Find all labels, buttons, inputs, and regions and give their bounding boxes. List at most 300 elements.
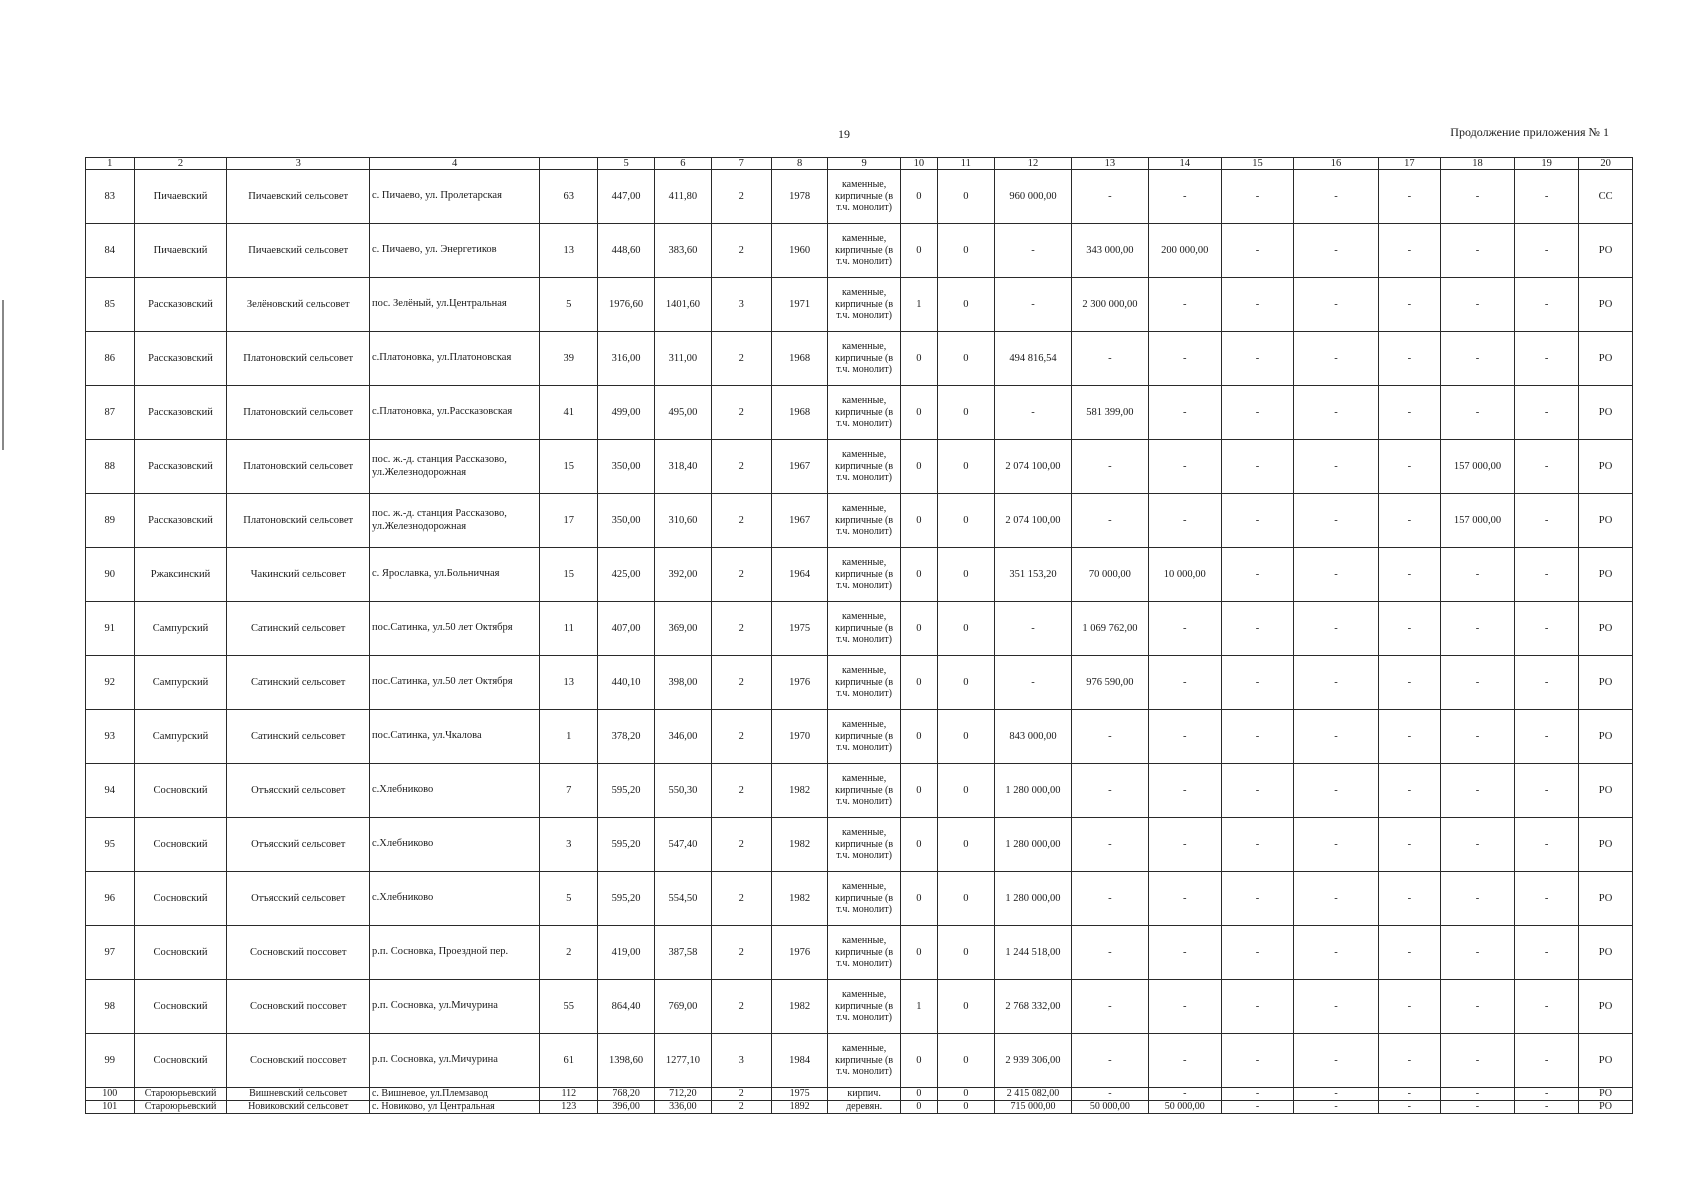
cell-col-13: 2 074 100,00 <box>994 494 1071 548</box>
cell-col-14: 1 069 762,00 <box>1072 602 1148 656</box>
cell-col-12: 0 <box>937 386 994 440</box>
cell-col-9: 1984 <box>771 1034 828 1088</box>
cell-col-5: 1 <box>540 710 598 764</box>
cell-col-4: с. Ярославка, ул.Больничная <box>369 548 539 602</box>
cell-col-17: - <box>1294 494 1379 548</box>
table-row <box>86 1034 1633 1088</box>
cell-col-19: - <box>1440 818 1514 872</box>
cell-col-6: 448,60 <box>598 224 655 278</box>
cell-col-7: 336,00 <box>654 1101 711 1114</box>
cell-col-6: 447,00 <box>598 170 655 224</box>
cell-col-8: 2 <box>711 548 771 602</box>
cell-col-6: 396,00 <box>598 1101 655 1114</box>
column-number-9: 8 <box>771 158 828 170</box>
cell-col-5: 63 <box>540 170 598 224</box>
cell-col-12: 0 <box>937 818 994 872</box>
cell-col-8: 2 <box>711 332 771 386</box>
cell-col-4: с.Хлебниково <box>369 872 539 926</box>
cell-col-19: - <box>1440 278 1514 332</box>
cell-col-4: р.п. Сосновка, Проездной пер. <box>369 926 539 980</box>
cell-col-4: пос. Зелёный, ул.Центральная <box>369 278 539 332</box>
column-number-17: 16 <box>1294 158 1379 170</box>
cell-col-8: 2 <box>711 602 771 656</box>
cell-col-1: 88 <box>86 440 135 494</box>
cell-col-4: с. Вишневое, ул.Племзавод <box>369 1088 539 1101</box>
cell-col-10: кирпич. <box>828 1088 900 1101</box>
cell-col-19: - <box>1440 332 1514 386</box>
cell-col-8: 2 <box>711 1101 771 1114</box>
cell-col-21: РО <box>1579 926 1633 980</box>
cell-col-7: 712,20 <box>654 1088 711 1101</box>
cell-col-3: Отъясский сельсовет <box>227 764 370 818</box>
cell-col-1: 96 <box>86 872 135 926</box>
cell-col-20: - <box>1515 602 1579 656</box>
cell-col-18: - <box>1378 656 1440 710</box>
cell-col-4: пос.Сатинка, ул.50 лет Октября <box>369 656 539 710</box>
cell-col-19: - <box>1440 224 1514 278</box>
cell-col-2: Ржаксинский <box>134 548 227 602</box>
cell-col-9: 1982 <box>771 818 828 872</box>
cell-col-4: с. Пичаево, ул. Энергетиков <box>369 224 539 278</box>
cell-col-17: - <box>1294 332 1379 386</box>
cell-col-20: - <box>1515 872 1579 926</box>
cell-col-1: 84 <box>86 224 135 278</box>
table-row <box>86 926 1633 980</box>
cell-col-16: - <box>1221 1034 1293 1088</box>
cell-col-17: - <box>1294 170 1379 224</box>
cell-col-19: - <box>1440 170 1514 224</box>
cell-col-20: - <box>1515 710 1579 764</box>
column-number-19: 18 <box>1440 158 1514 170</box>
cell-col-21: РО <box>1579 1034 1633 1088</box>
cell-col-18: - <box>1378 926 1440 980</box>
cell-col-10: каменные, кирпичные (в т.ч. монолит) <box>828 926 900 980</box>
cell-col-7: 346,00 <box>654 710 711 764</box>
cell-col-16: - <box>1221 386 1293 440</box>
cell-col-1: 83 <box>86 170 135 224</box>
cell-col-21: РО <box>1579 602 1633 656</box>
column-number-1: 1 <box>86 158 135 170</box>
cell-col-13: 2 415 082,00 <box>994 1088 1071 1101</box>
cell-col-21: РО <box>1579 332 1633 386</box>
cell-col-6: 768,20 <box>598 1088 655 1101</box>
cell-col-9: 1982 <box>771 980 828 1034</box>
cell-col-9: 1892 <box>771 1101 828 1114</box>
cell-col-20: - <box>1515 386 1579 440</box>
cell-col-20: - <box>1515 1034 1579 1088</box>
cell-col-4: с.Платоновка, ул.Рассказовская <box>369 386 539 440</box>
cell-col-17: - <box>1294 872 1379 926</box>
cell-col-1: 92 <box>86 656 135 710</box>
cell-col-11: 0 <box>900 818 937 872</box>
cell-col-19: - <box>1440 1101 1514 1114</box>
cell-col-19: - <box>1440 980 1514 1034</box>
cell-col-14: - <box>1072 332 1148 386</box>
cell-col-17: - <box>1294 278 1379 332</box>
cell-col-16: - <box>1221 926 1293 980</box>
cell-col-3: Платоновский сельсовет <box>227 494 370 548</box>
cell-col-15: - <box>1148 1088 1221 1101</box>
cell-col-7: 550,30 <box>654 764 711 818</box>
cell-col-13: - <box>994 224 1071 278</box>
cell-col-6: 407,00 <box>598 602 655 656</box>
column-number-2: 2 <box>134 158 227 170</box>
cell-col-17: - <box>1294 224 1379 278</box>
cell-col-2: Рассказовский <box>134 440 227 494</box>
cell-col-13: 2 074 100,00 <box>994 440 1071 494</box>
cell-col-3: Пичаевский сельсовет <box>227 170 370 224</box>
cell-col-6: 378,20 <box>598 710 655 764</box>
cell-col-5: 2 <box>540 926 598 980</box>
cell-col-15: - <box>1148 494 1221 548</box>
cell-col-12: 0 <box>937 278 994 332</box>
cell-col-1: 99 <box>86 1034 135 1088</box>
housing-register-table <box>85 157 1633 1114</box>
cell-col-17: - <box>1294 1101 1379 1114</box>
cell-col-16: - <box>1221 764 1293 818</box>
table-row <box>86 818 1633 872</box>
cell-col-12: 0 <box>937 656 994 710</box>
cell-col-15: - <box>1148 818 1221 872</box>
cell-col-15: - <box>1148 926 1221 980</box>
cell-col-10: каменные, кирпичные (в т.ч. монолит) <box>828 548 900 602</box>
cell-col-11: 0 <box>900 170 937 224</box>
cell-col-17: - <box>1294 926 1379 980</box>
table-row <box>86 1088 1633 1101</box>
column-number-8: 7 <box>711 158 771 170</box>
cell-col-16: - <box>1221 170 1293 224</box>
cell-col-12: 0 <box>937 602 994 656</box>
cell-col-16: - <box>1221 818 1293 872</box>
cell-col-20: - <box>1515 278 1579 332</box>
cell-col-11: 0 <box>900 926 937 980</box>
cell-col-19: 157 000,00 <box>1440 440 1514 494</box>
cell-col-3: Платоновский сельсовет <box>227 332 370 386</box>
cell-col-18: - <box>1378 332 1440 386</box>
cell-col-20: - <box>1515 980 1579 1034</box>
cell-col-19: - <box>1440 602 1514 656</box>
cell-col-19: - <box>1440 710 1514 764</box>
cell-col-1: 95 <box>86 818 135 872</box>
cell-col-20: - <box>1515 170 1579 224</box>
cell-col-21: РО <box>1579 224 1633 278</box>
cell-col-3: Платоновский сельсовет <box>227 440 370 494</box>
cell-col-15: - <box>1148 656 1221 710</box>
cell-col-18: - <box>1378 872 1440 926</box>
cell-col-8: 2 <box>711 440 771 494</box>
cell-col-13: 1 280 000,00 <box>994 764 1071 818</box>
cell-col-1: 97 <box>86 926 135 980</box>
cell-col-6: 350,00 <box>598 440 655 494</box>
cell-col-10: каменные, кирпичные (в т.ч. монолит) <box>828 710 900 764</box>
cell-col-13: 843 000,00 <box>994 710 1071 764</box>
cell-col-5: 11 <box>540 602 598 656</box>
cell-col-9: 1968 <box>771 386 828 440</box>
cell-col-3: Сосновский поссовет <box>227 926 370 980</box>
table-row <box>86 224 1633 278</box>
cell-col-7: 554,50 <box>654 872 711 926</box>
cell-col-6: 419,00 <box>598 926 655 980</box>
cell-col-13: 1 280 000,00 <box>994 872 1071 926</box>
cell-col-11: 0 <box>900 332 937 386</box>
cell-col-1: 91 <box>86 602 135 656</box>
cell-col-14: - <box>1072 872 1148 926</box>
cell-col-14: 976 590,00 <box>1072 656 1148 710</box>
cell-col-7: 495,00 <box>654 386 711 440</box>
cell-col-9: 1964 <box>771 548 828 602</box>
cell-col-11: 0 <box>900 1088 937 1101</box>
cell-col-10: каменные, кирпичные (в т.ч. монолит) <box>828 656 900 710</box>
cell-col-20: - <box>1515 224 1579 278</box>
cell-col-11: 0 <box>900 224 937 278</box>
cell-col-18: - <box>1378 494 1440 548</box>
cell-col-12: 0 <box>937 224 994 278</box>
cell-col-13: 715 000,00 <box>994 1101 1071 1114</box>
cell-col-16: - <box>1221 872 1293 926</box>
cell-col-10: каменные, кирпичные (в т.ч. монолит) <box>828 818 900 872</box>
cell-col-18: - <box>1378 440 1440 494</box>
cell-col-5: 41 <box>540 386 598 440</box>
cell-col-19: - <box>1440 764 1514 818</box>
cell-col-8: 2 <box>711 386 771 440</box>
cell-col-16: - <box>1221 602 1293 656</box>
cell-col-3: Сатинский сельсовет <box>227 602 370 656</box>
cell-col-8: 2 <box>711 656 771 710</box>
cell-col-15: 50 000,00 <box>1148 1101 1221 1114</box>
cell-col-16: - <box>1221 278 1293 332</box>
cell-col-12: 0 <box>937 980 994 1034</box>
table-row <box>86 170 1633 224</box>
cell-col-20: - <box>1515 656 1579 710</box>
cell-col-3: Чакинский сельсовет <box>227 548 370 602</box>
cell-col-21: РО <box>1579 386 1633 440</box>
cell-col-10: каменные, кирпичные (в т.ч. монолит) <box>828 224 900 278</box>
cell-col-17: - <box>1294 602 1379 656</box>
cell-col-12: 0 <box>937 440 994 494</box>
column-number-5 <box>540 158 598 170</box>
cell-col-13: - <box>994 386 1071 440</box>
table-row <box>86 764 1633 818</box>
cell-col-16: - <box>1221 494 1293 548</box>
cell-col-6: 595,20 <box>598 872 655 926</box>
cell-col-17: - <box>1294 386 1379 440</box>
table-row <box>86 980 1633 1034</box>
cell-col-12: 0 <box>937 1088 994 1101</box>
cell-col-16: - <box>1221 980 1293 1034</box>
cell-col-11: 1 <box>900 278 937 332</box>
cell-col-20: - <box>1515 494 1579 548</box>
cell-col-14: 581 399,00 <box>1072 386 1148 440</box>
cell-col-14: - <box>1072 494 1148 548</box>
cell-col-19: - <box>1440 656 1514 710</box>
cell-col-12: 0 <box>937 548 994 602</box>
cell-col-16: - <box>1221 440 1293 494</box>
cell-col-16: - <box>1221 548 1293 602</box>
cell-col-12: 0 <box>937 1034 994 1088</box>
cell-col-2: Сосновский <box>134 818 227 872</box>
cell-col-11: 1 <box>900 980 937 1034</box>
cell-col-2: Сосновский <box>134 1034 227 1088</box>
cell-col-3: Сосновский поссовет <box>227 1034 370 1088</box>
cell-col-11: 0 <box>900 764 937 818</box>
cell-col-17: - <box>1294 440 1379 494</box>
cell-col-5: 13 <box>540 224 598 278</box>
column-number-16: 15 <box>1221 158 1293 170</box>
cell-col-21: РО <box>1579 710 1633 764</box>
cell-col-14: - <box>1072 980 1148 1034</box>
cell-col-15: - <box>1148 440 1221 494</box>
cell-col-9: 1971 <box>771 278 828 332</box>
cell-col-9: 1967 <box>771 494 828 548</box>
cell-col-14: - <box>1072 1088 1148 1101</box>
cell-col-16: - <box>1221 224 1293 278</box>
cell-col-21: РО <box>1579 440 1633 494</box>
cell-col-5: 7 <box>540 764 598 818</box>
cell-col-15: - <box>1148 170 1221 224</box>
cell-col-16: - <box>1221 1088 1293 1101</box>
cell-col-5: 5 <box>540 872 598 926</box>
cell-col-15: - <box>1148 872 1221 926</box>
cell-col-2: Сосновский <box>134 872 227 926</box>
column-number-11: 10 <box>900 158 937 170</box>
cell-col-2: Сосновский <box>134 764 227 818</box>
cell-col-18: - <box>1378 1101 1440 1114</box>
cell-col-3: Пичаевский сельсовет <box>227 224 370 278</box>
cell-col-4: пос. ж.-д. станция Рассказово, ул.Железнодорожная <box>369 494 539 548</box>
cell-col-13: - <box>994 656 1071 710</box>
page-number: 19 <box>838 127 850 141</box>
cell-col-19: - <box>1440 1088 1514 1101</box>
cell-col-11: 0 <box>900 872 937 926</box>
cell-col-7: 1401,60 <box>654 278 711 332</box>
cell-col-6: 1976,60 <box>598 278 655 332</box>
cell-col-7: 1277,10 <box>654 1034 711 1088</box>
table-row <box>86 872 1633 926</box>
cell-col-2: Сампурский <box>134 656 227 710</box>
cell-col-5: 39 <box>540 332 598 386</box>
table-row <box>86 656 1633 710</box>
cell-col-9: 1978 <box>771 170 828 224</box>
cell-col-9: 1982 <box>771 872 828 926</box>
cell-col-13: 2 768 332,00 <box>994 980 1071 1034</box>
cell-col-2: Рассказовский <box>134 332 227 386</box>
cell-col-7: 383,60 <box>654 224 711 278</box>
cell-col-19: - <box>1440 386 1514 440</box>
cell-col-9: 1976 <box>771 656 828 710</box>
cell-col-15: - <box>1148 1034 1221 1088</box>
cell-col-10: каменные, кирпичные (в т.ч. монолит) <box>828 440 900 494</box>
cell-col-9: 1975 <box>771 602 828 656</box>
cell-col-19: 157 000,00 <box>1440 494 1514 548</box>
cell-col-18: - <box>1378 386 1440 440</box>
cell-col-9: 1967 <box>771 440 828 494</box>
cell-col-5: 15 <box>540 440 598 494</box>
cell-col-11: 0 <box>900 440 937 494</box>
cell-col-20: - <box>1515 440 1579 494</box>
table-row <box>86 602 1633 656</box>
column-number-20: 19 <box>1515 158 1579 170</box>
cell-col-14: - <box>1072 1034 1148 1088</box>
cell-col-21: РО <box>1579 656 1633 710</box>
cell-col-11: 0 <box>900 548 937 602</box>
cell-col-21: РО <box>1579 1088 1633 1101</box>
cell-col-4: пос.Сатинка, ул.50 лет Октября <box>369 602 539 656</box>
cell-col-5: 17 <box>540 494 598 548</box>
cell-col-18: - <box>1378 980 1440 1034</box>
cell-col-3: Вишневский сельсовет <box>227 1088 370 1101</box>
cell-col-2: Рассказовский <box>134 494 227 548</box>
cell-col-15: - <box>1148 332 1221 386</box>
cell-col-1: 90 <box>86 548 135 602</box>
cell-col-17: - <box>1294 548 1379 602</box>
cell-col-18: - <box>1378 278 1440 332</box>
cell-col-21: СС <box>1579 170 1633 224</box>
cell-col-20: - <box>1515 1088 1579 1101</box>
cell-col-19: - <box>1440 872 1514 926</box>
cell-col-1: 89 <box>86 494 135 548</box>
cell-col-21: РО <box>1579 278 1633 332</box>
cell-col-3: Платоновский сельсовет <box>227 386 370 440</box>
cell-col-15: - <box>1148 710 1221 764</box>
cell-col-15: 200 000,00 <box>1148 224 1221 278</box>
scan-edge-line <box>2 300 4 450</box>
cell-col-18: - <box>1378 170 1440 224</box>
cell-col-20: - <box>1515 1101 1579 1114</box>
cell-col-17: - <box>1294 980 1379 1034</box>
cell-col-20: - <box>1515 764 1579 818</box>
column-number-6: 5 <box>598 158 655 170</box>
cell-col-15: - <box>1148 386 1221 440</box>
cell-col-21: РО <box>1579 980 1633 1034</box>
cell-col-3: Зелёновский сельсовет <box>227 278 370 332</box>
cell-col-18: - <box>1378 1034 1440 1088</box>
cell-col-2: Сампурский <box>134 710 227 764</box>
column-number-4: 4 <box>369 158 539 170</box>
cell-col-5: 112 <box>540 1088 598 1101</box>
cell-col-18: - <box>1378 1088 1440 1101</box>
cell-col-21: РО <box>1579 872 1633 926</box>
cell-col-10: деревян. <box>828 1101 900 1114</box>
cell-col-14: - <box>1072 818 1148 872</box>
cell-col-10: каменные, кирпичные (в т.ч. монолит) <box>828 764 900 818</box>
cell-col-7: 547,40 <box>654 818 711 872</box>
column-number-13: 12 <box>994 158 1071 170</box>
cell-col-4: с.Хлебниково <box>369 818 539 872</box>
cell-col-18: - <box>1378 818 1440 872</box>
cell-col-3: Отъясский сельсовет <box>227 818 370 872</box>
cell-col-15: - <box>1148 764 1221 818</box>
cell-col-10: каменные, кирпичные (в т.ч. монолит) <box>828 332 900 386</box>
cell-col-8: 2 <box>711 170 771 224</box>
cell-col-13: 960 000,00 <box>994 170 1071 224</box>
column-number-10: 9 <box>828 158 900 170</box>
column-number-21: 20 <box>1579 158 1633 170</box>
cell-col-7: 769,00 <box>654 980 711 1034</box>
column-number-14: 13 <box>1072 158 1148 170</box>
cell-col-14: 50 000,00 <box>1072 1101 1148 1114</box>
cell-col-10: каменные, кирпичные (в т.ч. монолит) <box>828 494 900 548</box>
cell-col-7: 411,80 <box>654 170 711 224</box>
cell-col-12: 0 <box>937 710 994 764</box>
cell-col-15: - <box>1148 602 1221 656</box>
cell-col-1: 85 <box>86 278 135 332</box>
cell-col-4: р.п. Сосновка, ул.Мичурина <box>369 980 539 1034</box>
cell-col-10: каменные, кирпичные (в т.ч. монолит) <box>828 386 900 440</box>
cell-col-6: 499,00 <box>598 386 655 440</box>
cell-col-21: РО <box>1579 1101 1633 1114</box>
cell-col-6: 440,10 <box>598 656 655 710</box>
cell-col-12: 0 <box>937 764 994 818</box>
